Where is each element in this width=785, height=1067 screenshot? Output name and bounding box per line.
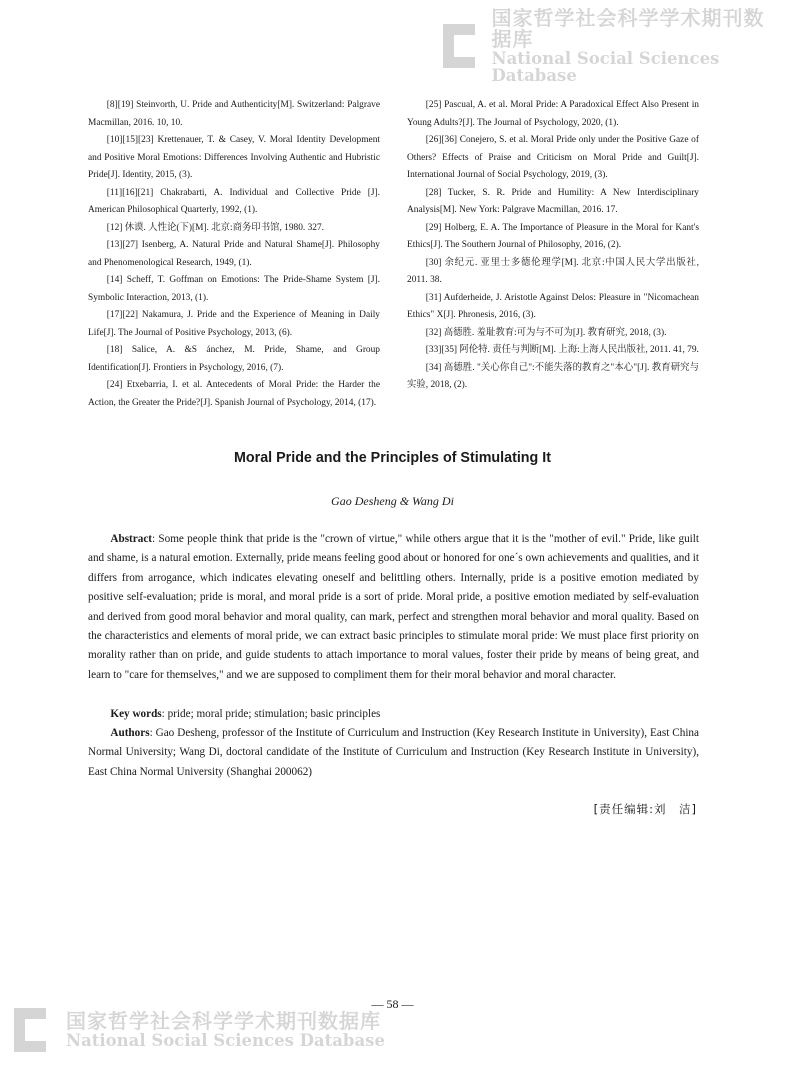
reference-item: [30] 余纪元. 亚里士多德伦理学[M]. 北京:中国人民大学出版社, 2011. 38.: [407, 257, 699, 285]
reference-item: [14] Scheff, T. Goffman on Emotions: The Pride-Shame System [J]. Symbolic Interaction, 2013, (1).: [88, 275, 380, 303]
reference-item: [24] Etxebarria, I. et al. Antecedents of Moral Pride: the Harder the Action, the Greater the Pride?[J]. Spanish Journal of Psychology, 2014, (17).: [88, 380, 380, 408]
article-title: Moral Pride and the Principles of Stimulating It: [234, 450, 551, 466]
reference-item: [12] 休谟. 人性论(下)[M]. 北京:商务印书馆, 1980. 327.: [106, 222, 324, 233]
database-logo-icon: [443, 24, 483, 68]
reference-item: [26][36] Conejero, S. et al. Moral Pride only under the Positive Gaze of Others? Effects of Praise and Criticism on Moral Pride and Guilt[J]. International Journal of Social Psychology, 2019, (3).: [407, 135, 699, 180]
reference-item: [28] Tucker, S. R. Pride and Humility: A New Interdisciplinary Analysis[M]. New York: Palgrave Macmillan, 2016. 17.: [407, 187, 699, 215]
reference-item: [11][16][21] Chakrabarti, A. Individual and Collective Pride [J]. American Philosophical Quarterly, 1992, (1).: [88, 187, 380, 215]
watermark-top: [443, 8, 785, 85]
abstract-text: : Some people think that pride is the "crown of virtue," while others argue that it is the "mother of evil." Pride, like guilt and shame, is a natural emotion. Externally, pride means feeling good about or honored for one´s own achievements and qualities, and it differs from arrogance, which indicates elevating oneself and belittling others. Internally, pride is a positive emotion mediated by positive self-evaluation; pride is moral, and moral pride is a sort of pride. Moral pride, a positive emotion mediated by self-evaluation and derived from good moral behavior and moral quality, can mark, perfect and strengthen moral behavior and moral quality. Based on the characteristics and elements of moral pride, we can extract basic principles to stimulate moral pride: We must place first priority on morality rather than on pride, and guide students to attach importance to moral values, foster their pride by means of being great, and learn to "care for themselves," and we are supposed to compliment them for their moral behavior and moral character.: [88, 533, 699, 681]
reference-item: [13][27] Isenberg, A. Natural Pride and Natural Shame[J]. Philosophy and Phenomenological Research, 1949, (1).: [88, 240, 380, 268]
database-logo-icon: [14, 1008, 58, 1052]
references-right-column: [407, 97, 699, 395]
reference-item: [18] Salice, A. &S ánchez, M. Pride, Shame, and Group Identification[J]. Frontiers in Psychology, 2016, (7).: [88, 345, 380, 373]
reference-item: [33][35] 阿伦特. 责任与判断[M]. 上海:上海人民出版社, 2011. 41, 79.: [425, 345, 699, 355]
watermark-cn: 国家哲学社会科学学术期刊数据库: [66, 1008, 381, 1033]
reference-item: [29] Holberg, E. A. The Importance of Pleasure in the Moral for Kant's Ethics[J]. The Southern Journal of Philosophy, 2016, (2).: [407, 222, 699, 250]
reference-item: [17][22] Nakamura, J. Pride and the Experience of Meaning in Daily Life[J]. The Journal of Positive Psychology, 2013, (6).: [88, 310, 380, 338]
reference-item: [25] Pascual, A. et al. Moral Pride: A Paradoxical Effect Also Present in Young Adults?[J]. The Journal of Psychology, 2020, (1).: [407, 100, 699, 128]
reference-item: [31] Aufderheide, J. Aristotle Against Delos: Pleasure in "Nicomachean Ethics" X[J]. Phronesis, 2016, (3).: [407, 292, 699, 320]
watermark-en: National Social Sciences Database: [66, 1030, 385, 1050]
keywords-text: : pride; moral pride; stimulation; basic principles: [161, 708, 381, 720]
watermark-bottom: [14, 1008, 385, 1052]
watermark-en: National Social Sciences Database: [491, 49, 720, 86]
responsible-editor: [责任编辑:刘 洁]: [593, 802, 697, 816]
article-authors: Gao Desheng & Wang Di: [331, 494, 454, 508]
references-left-column: [88, 97, 380, 412]
reference-item: [8][19] Steinvorth, U. Pride and Authenticity[M]. Switzerland: Palgrave Macmillan, 2016. 10, 10.: [88, 100, 380, 128]
abstract-label: Abstract: [110, 533, 153, 545]
authors-text: : Gao Desheng, professor of the Institute of Curriculum and Instruction (Key Research Institute in University), East China Normal University; Wang Di, doctoral candidate of the Institute of Curriculum and Instruction (Key Research Institute in University), East China Normal University (Shanghai 200062): [88, 727, 699, 778]
abstract-section: [88, 530, 699, 685]
watermark-cn: 国家哲学社会科学学术期刊数据库: [491, 6, 765, 51]
reference-item: [34] 高德胜. "关心你自己":不能失落的教育之"本心"[J]. 教育研究与实验, 2018, (2).: [407, 362, 699, 390]
keywords-label: Key words: [110, 708, 162, 720]
authors-label: Authors: [110, 727, 150, 739]
page-number: — 58 —: [371, 997, 414, 1011]
authors-section: [88, 724, 699, 782]
keywords-section: [88, 705, 699, 724]
reference-item: [32] 高德胜. 羞耻教育:可为与不可为[J]. 教育研究, 2018, (3).: [425, 327, 667, 338]
reference-item: [10][15][23] Krettenauer, T. & Casey, V. Moral Identity Development and Positive Moral Emotions: Differences Involving Authentic and Hubristic Pride[J]. Identity, 2015, (3).: [88, 135, 380, 180]
